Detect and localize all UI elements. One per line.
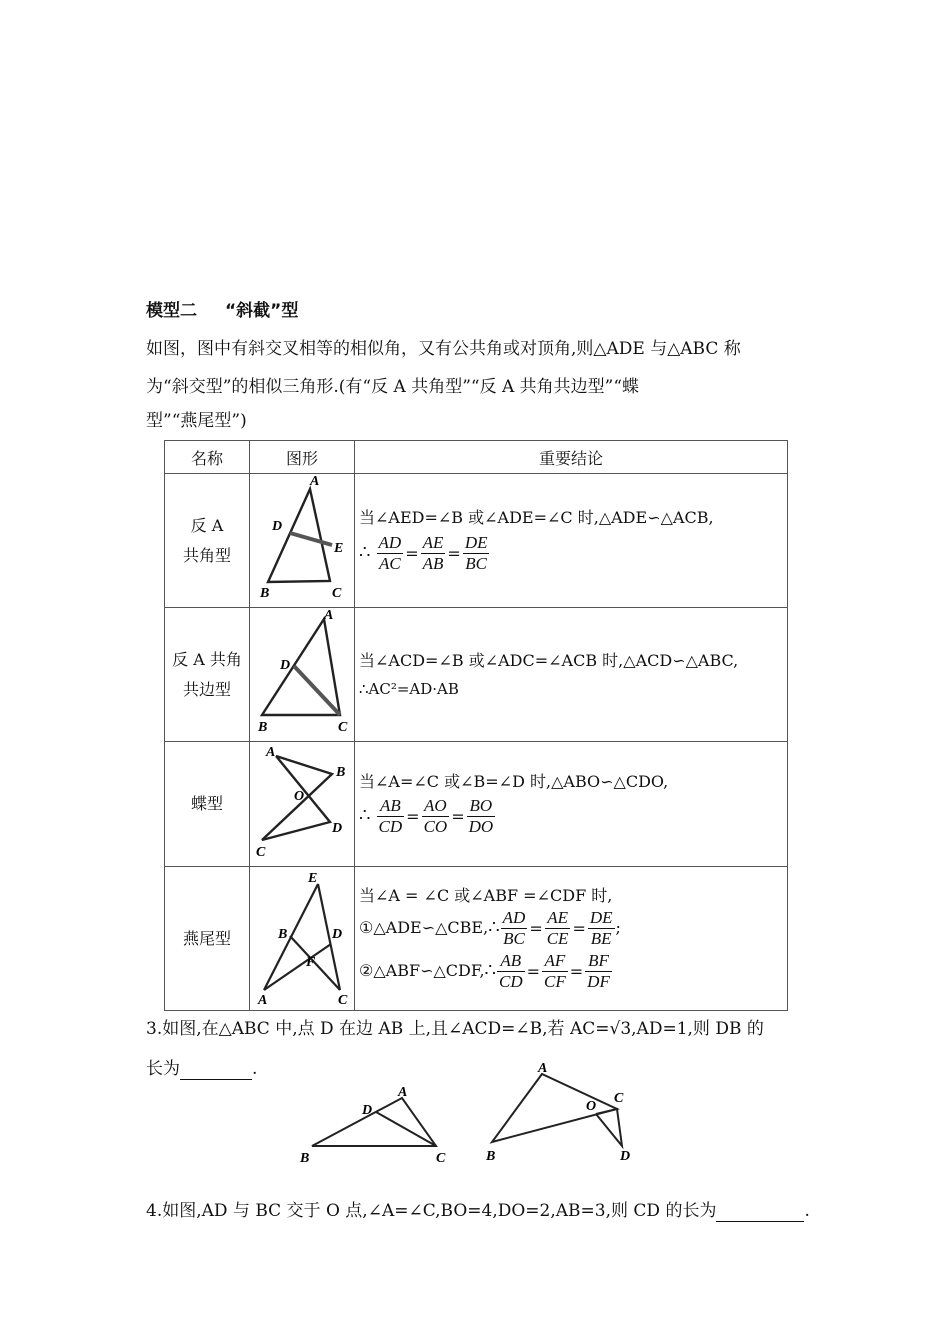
conclusion-formula: [359, 533, 787, 574]
conclusion-condition: 当∠AED=∠B 或∠ADE=∠C 时,△ADE∽△ACB,: [359, 508, 714, 528]
conclusion-case2: [359, 951, 787, 992]
table-row: [165, 742, 788, 867]
fraction: $\frac{AE}{AB}$: [422, 532, 444, 573]
fig-label: B: [278, 926, 288, 942]
fig-label: C: [436, 1151, 446, 1166]
fig-label: O: [586, 1099, 597, 1114]
case1-prefix: ①△ADE∽△CBE,: [359, 918, 489, 938]
fig-label: B: [260, 585, 270, 601]
intro-line-3: 型”“燕尾型”): [146, 411, 247, 431]
fig-label: E: [308, 870, 318, 886]
therefore-symbol: ∴: [484, 960, 496, 982]
fraction: $\frac{DE}{BC}$: [464, 532, 488, 573]
row-name: [165, 474, 250, 608]
case1-suffix: ;: [615, 918, 621, 938]
problem-4-text: 4.如图,AD 与 BC 交于 O 点,∠A=∠C,BO=4,DO=2,AB=3,则 CD 的长为: [146, 1201, 717, 1221]
fig-label: B: [486, 1149, 496, 1164]
row-figure: [250, 742, 355, 867]
conclusion-formula: [359, 796, 787, 837]
fraction: $\frac{AD}{AC}$: [378, 532, 402, 573]
row-figure: [250, 474, 355, 608]
equals-sign: =: [572, 919, 586, 938]
fig-label: O: [294, 789, 305, 804]
problem-3-text-after: ,AD=1,则 DB 的: [631, 1019, 764, 1039]
fig-label: A: [266, 745, 276, 760]
problem-figures: [290, 1061, 650, 1170]
problem-4-answer-blank[interactable]: [716, 1201, 804, 1222]
problem-4-figure: [485, 1061, 630, 1164]
fraction: $\frac{DE}{BE}$: [589, 908, 613, 949]
fig-label: A: [398, 1085, 408, 1100]
fig-label: D: [332, 926, 343, 942]
fig-label: D: [332, 821, 343, 836]
equals-sign: =: [529, 919, 543, 938]
row-conclusion: [355, 867, 788, 1011]
equals-sign: =: [526, 962, 541, 981]
fig-label: E: [334, 540, 344, 556]
table-row: [165, 474, 788, 608]
table-row: [165, 608, 788, 742]
fig-label: A: [538, 1061, 548, 1076]
problem-3-end: .: [252, 1059, 258, 1079]
problem-4-end: .: [804, 1201, 810, 1221]
equals-sign: =: [451, 807, 465, 826]
fig-fan-a-shared-side-diagram: [252, 609, 352, 737]
problem-4-line: [146, 1196, 810, 1222]
problem-3-text: 3.如图,在△ABC 中,点 D 在边 AB 上,且∠ACD=∠B,若 AC=: [146, 1019, 610, 1039]
fraction: $\frac{BO}{DO}$: [468, 796, 494, 837]
row-conclusion: [355, 474, 788, 608]
equals-sign: =: [405, 543, 419, 563]
table-row: [165, 867, 788, 1011]
fig-swallowtail-diagram: [252, 868, 352, 1006]
fig-label: D: [272, 518, 283, 534]
fraction: $\frac{AB}{CD}$: [499, 951, 523, 992]
fig-label: D: [280, 657, 291, 673]
fig-label: C: [614, 1091, 624, 1106]
row-figure: [250, 608, 355, 742]
fraction: $\frac{AO}{CO}$: [423, 796, 448, 837]
fig-label: A: [310, 473, 320, 489]
row-conclusion: [355, 742, 788, 867]
fig-fan-a-diagram: [252, 475, 352, 603]
fig-label: C: [332, 585, 342, 601]
problem-3-line-2: [146, 1054, 257, 1080]
row-name-line: 共边型: [182, 679, 231, 699]
fig-label: C: [338, 719, 348, 735]
conclusion-condition: 当∠A=∠C 或∠B=∠D 时,△ABO∽△CDO,: [359, 771, 669, 791]
therefore-symbol: ∴: [488, 917, 500, 939]
intro-line-1: 如图，图中有斜交叉相等的相似角，又有公共角或对顶角,则△ADE 与△ABC 称: [146, 339, 741, 359]
equals-sign: =: [569, 962, 584, 981]
problem-3-figure: [299, 1085, 446, 1166]
table-header-row: [165, 441, 788, 474]
fraction: $\frac{BF}{DF}$: [587, 951, 610, 992]
row-name-line: 共角型: [182, 545, 231, 565]
conclusion-result: ∴AC²=AD·AB: [359, 680, 459, 699]
fig-label: B: [300, 1151, 310, 1166]
fig-label: F: [306, 954, 316, 970]
section-title-text: 模型二: [146, 301, 197, 321]
fig-butterfly-diagram: [252, 742, 352, 862]
fig-label: C: [256, 845, 266, 860]
fig-label: B: [336, 765, 346, 780]
therefore-symbol: ∴: [359, 541, 371, 563]
fraction: $\frac{AE}{CE}$: [546, 908, 569, 949]
conclusion-case1: [359, 908, 787, 949]
section-title: [146, 296, 298, 321]
row-name-line: 反 A: [190, 515, 224, 535]
case2-prefix: ②△ABF∽△CDF,: [359, 961, 485, 981]
fraction: $\frac{AD}{BC}$: [502, 908, 526, 949]
row-name-line: 蝶型: [190, 794, 223, 813]
problem-3-line-1: [146, 1014, 764, 1039]
row-name-line: 燕尾型: [182, 928, 231, 948]
therefore-symbol: ∴: [359, 805, 371, 827]
intro-line-2: 为“斜交型”的相似三角形.(有“反 A 共角型”“反 A 共角共边型”“蝶: [146, 377, 640, 397]
fraction: $\frac{AB}{CD}$: [378, 796, 403, 837]
fig-label: A: [258, 992, 268, 1008]
conclusion-condition: 当∠A = ∠C 或∠ABF =∠CDF 时,: [359, 885, 613, 905]
fraction: $\frac{AF}{CF}$: [544, 951, 566, 992]
problem-3-prompt: 长为: [146, 1059, 180, 1079]
fig-label: C: [338, 992, 348, 1008]
row-name-line: 反 A 共角: [172, 649, 242, 669]
row-figure: [250, 867, 355, 1011]
header-figure: 图形: [250, 441, 355, 474]
row-name: [165, 608, 250, 742]
fig-label: B: [258, 719, 268, 735]
fig-label: A: [324, 607, 334, 623]
conclusion-condition: 当∠ACD=∠B 或∠ADC=∠ACB 时,△ACD∽△ABC,: [359, 650, 739, 670]
row-name: [165, 742, 250, 867]
fig-label: D: [362, 1103, 373, 1118]
fig-label: D: [620, 1149, 631, 1164]
row-name: [165, 867, 250, 1011]
header-conclusion: 重要结论: [355, 441, 788, 474]
row-conclusion: [355, 608, 788, 742]
problem-3-sqrt: √3: [609, 1019, 632, 1039]
model-table: [164, 440, 788, 1011]
equals-sign: =: [447, 543, 461, 563]
equals-sign: =: [406, 807, 420, 826]
problem-3-answer-blank[interactable]: [180, 1059, 252, 1080]
header-name: 名称: [165, 441, 250, 474]
section-title-quote: “斜截”型: [225, 301, 299, 321]
